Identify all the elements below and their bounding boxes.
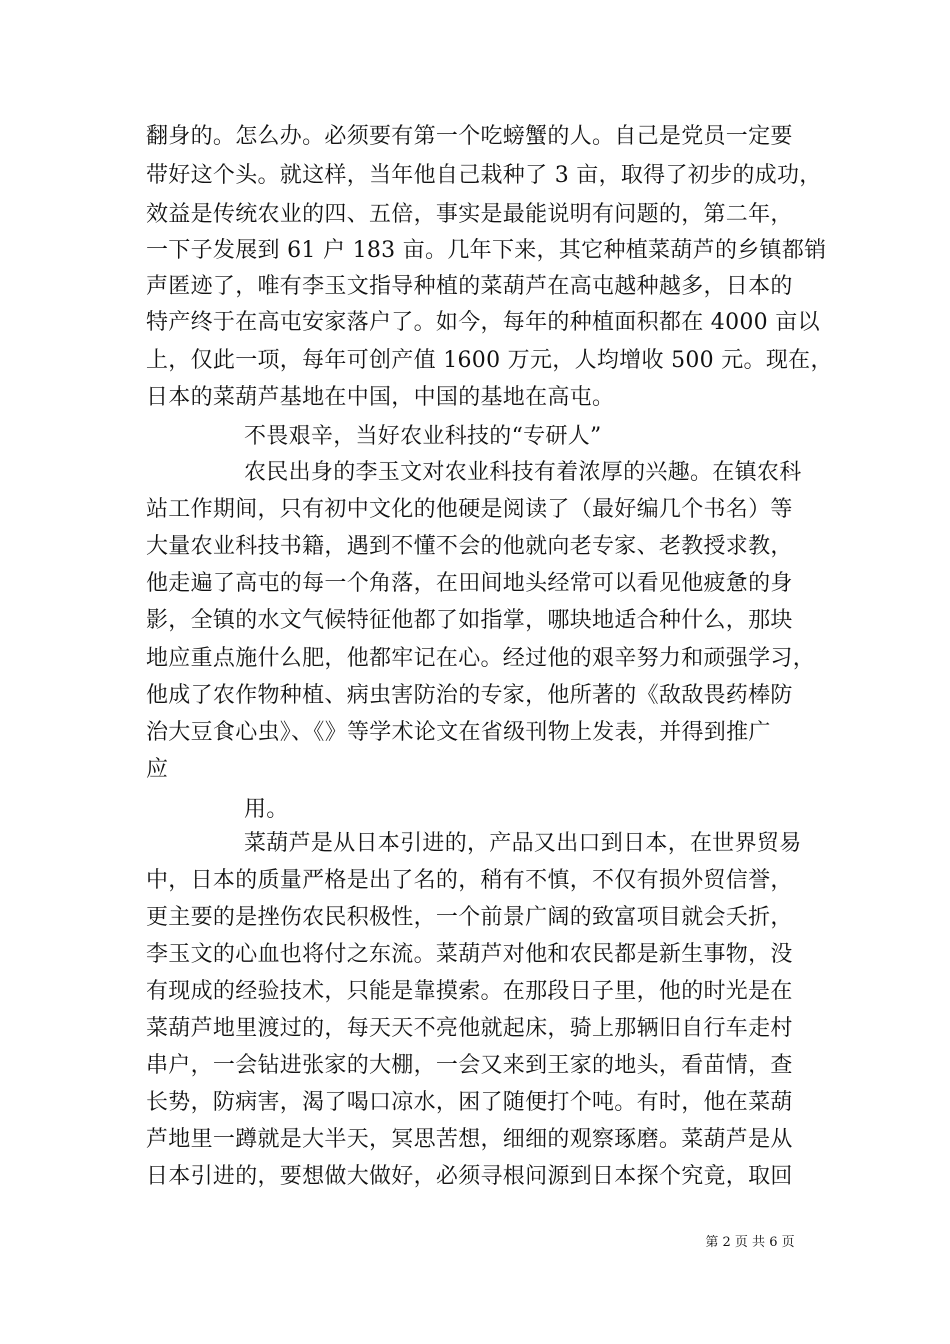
body-line: 菜葫芦地里渡过的，每天天不亮他就起床，骑上那辆旧自行车走村 <box>146 1016 793 1041</box>
body-line: 菜葫芦是从日本引进的，产品又出口到日本，在世界贸易 <box>244 831 802 856</box>
body-line: 有现成的经验技术，只能是靠摸索。在那段日子里，他的时光是在 <box>146 979 793 1004</box>
body-line: 影，全镇的水文气候特征他都了如指掌，哪块地适合种什么，那块 <box>146 608 793 633</box>
body-line: 带好这个头。就这样，当年他自己栽种了 3 亩，取得了初步的成功， <box>146 163 822 188</box>
body-line: 声匿迹了，唯有李玉文指导种植的菜葫芦在高屯越种越多，日本的 <box>146 274 793 299</box>
body-line: 大量农业科技书籍，遇到不懂不会的他就向老专家、老教授求教， <box>146 534 793 559</box>
body-line: 一下子发展到 61 户 183 亩。几年下来，其它种植菜葫芦的乡镇都销 <box>146 238 827 263</box>
body-line: 日本的菜葫芦基地在中国，中国的基地在高屯。 <box>146 385 615 410</box>
body-line: 农民出身的李玉文对农业科技有着浓厚的兴趣。在镇农科 <box>244 460 802 485</box>
body-line: 串户，一会钻进张家的大棚，一会又来到王家的地头，看苗情，查 <box>146 1053 793 1078</box>
body-line: 上，仅此一项，每年可创产值 1600 万元，人均增收 500 元。现在， <box>146 348 833 373</box>
body-line: 治大豆食心虫》、《》等学术论文在省级刊物上发表，并得到推广 <box>146 720 771 745</box>
body-line: 他成了农作物种植、病虫害防治的专家，他所著的《敌敌畏药棒防 <box>146 683 793 708</box>
body-line: 用。 <box>244 797 289 822</box>
page-number: 第 2 页 共 6 页 <box>705 1235 795 1250</box>
body-line: 翻身的。怎么办。必须要有第一个吃螃蟹的人。自己是党员一定要 <box>146 124 793 149</box>
body-line: 更主要的是挫伤农民积极性，一个前景广阔的致富项目就会夭折， <box>146 905 793 930</box>
body-line: 中，日本的质量严格是出了名的，稍有不慎，不仅有损外贸信誉， <box>146 868 793 893</box>
body-line: 效益是传统农业的四、五倍，事实是最能说明有问题的，第二年， <box>146 202 793 227</box>
body-line: 他走遍了高屯的每一个角落，在田间地头经常可以看见他疲惫的身 <box>146 571 793 596</box>
body-line: 应 <box>146 757 169 782</box>
section-heading: 不畏艰辛，当好农业科技的“专研人” <box>244 424 602 449</box>
body-line: 站工作期间，只有初中文化的他硬是阅读了（最好编几个书名）等 <box>146 497 793 522</box>
body-line: 地应重点施什么肥，他都牢记在心。经过他的艰辛努力和顽强学习， <box>146 646 816 671</box>
body-line: 长势，防病害，渴了喝口凉水，困了随便打个吨。有时，他在菜葫 <box>146 1090 793 1115</box>
body-line: 特产终于在高屯安家落户了。如今，每年的种植面积都在 4000 亩以 <box>146 310 820 335</box>
body-line: 芦地里一蹲就是大半天，冥思苦想，细细的观察琢磨。菜葫芦是从 <box>146 1127 793 1152</box>
body-line: 日本引进的，要想做大做好，必须寻根问源到日本探个究竟，取回 <box>146 1164 793 1189</box>
body-line: 李玉文的心血也将付之东流。菜葫芦对他和农民都是新生事物，没 <box>146 942 793 967</box>
